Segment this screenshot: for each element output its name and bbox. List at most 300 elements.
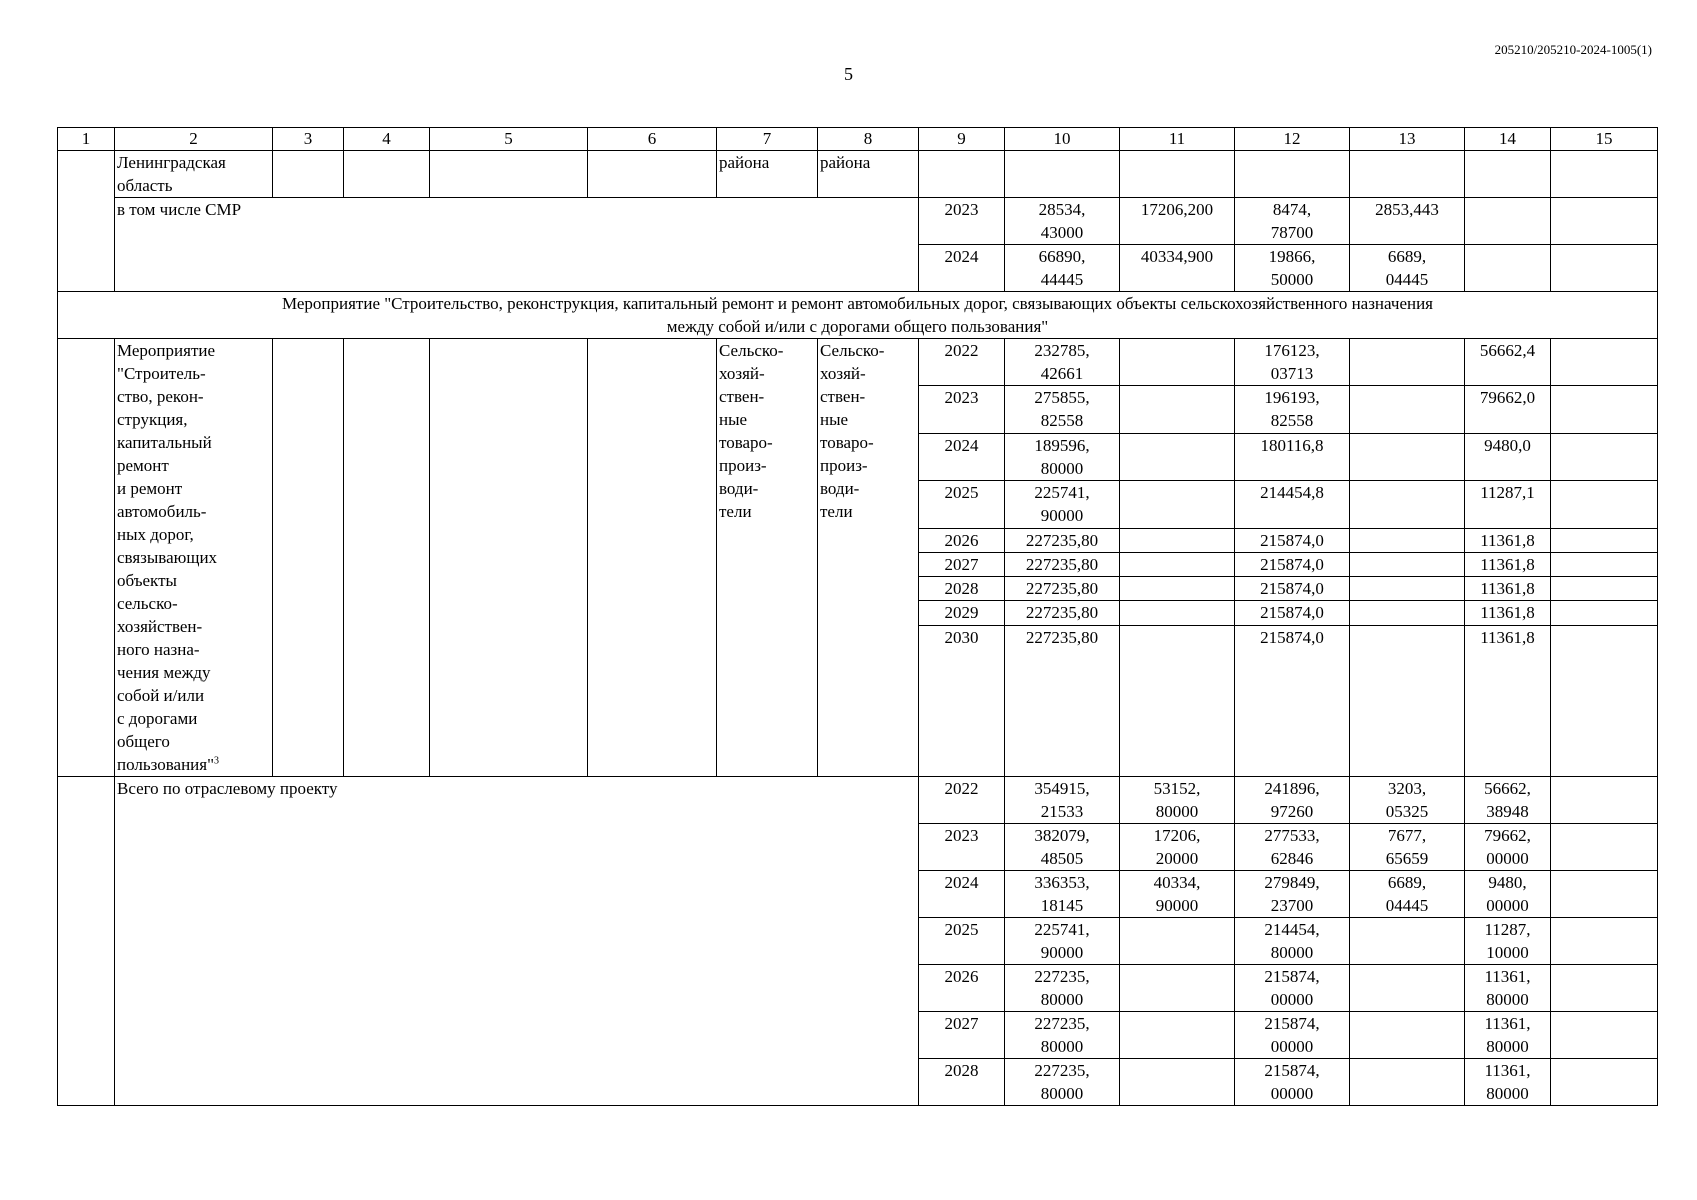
empty-cell bbox=[1551, 386, 1658, 433]
empty-cell bbox=[1551, 198, 1658, 245]
measure-label-text: связывающих bbox=[117, 548, 218, 567]
region-label-line: Ленинградская bbox=[117, 153, 226, 172]
col14-cell bbox=[1465, 577, 1551, 601]
col8-line: хозяй- bbox=[820, 364, 866, 383]
col12-cell-line: 279849, bbox=[1264, 873, 1320, 892]
col14-cell bbox=[1465, 918, 1551, 965]
col12-cell-line: 00000 bbox=[1270, 1084, 1314, 1103]
col10-cell-line: 354915, bbox=[1034, 779, 1090, 798]
column-number: 7 bbox=[717, 128, 818, 151]
col13-cell-line: 65659 bbox=[1385, 849, 1429, 868]
col12-cell-line: 176123, bbox=[1264, 341, 1320, 360]
region-label bbox=[115, 151, 273, 198]
measure-label-line bbox=[117, 431, 270, 454]
column-number-row bbox=[58, 128, 1658, 151]
measure-heading-line: между собой и/или с дорогами общего пользования" bbox=[666, 317, 1049, 336]
measure-label-text: ство, рекон- bbox=[117, 387, 204, 406]
col7-line: води- bbox=[719, 479, 759, 498]
row-number-cell bbox=[58, 777, 115, 1106]
col12-cell bbox=[1235, 577, 1350, 601]
col13-cell-value: 2853,443 bbox=[1375, 200, 1439, 219]
empty-cell bbox=[273, 151, 344, 198]
measure-label-line bbox=[117, 523, 270, 546]
empty-cell bbox=[1120, 386, 1235, 433]
empty-cell bbox=[1551, 625, 1658, 776]
measure-label-text: капитальный bbox=[117, 433, 212, 452]
col12-cell bbox=[1235, 433, 1350, 480]
col14-cell bbox=[1465, 965, 1551, 1012]
col10-cell-line: 225741, bbox=[1034, 483, 1090, 503]
empty-cell bbox=[430, 339, 588, 777]
col13-cell-line: 3203, bbox=[1387, 779, 1427, 798]
col10-cell-line: 66890, bbox=[1038, 247, 1086, 266]
col14-cell bbox=[1465, 552, 1551, 576]
empty-cell bbox=[1551, 824, 1658, 871]
empty-cell bbox=[1551, 339, 1658, 386]
empty-cell bbox=[1465, 245, 1551, 292]
col12-cell bbox=[1235, 601, 1350, 625]
col8-line: ные bbox=[820, 410, 849, 429]
year-cell: 2027 bbox=[919, 552, 1005, 576]
col10-cell-line: 232785, bbox=[1034, 341, 1090, 360]
col10-cell bbox=[1005, 871, 1120, 918]
year-cell: 2026 bbox=[919, 528, 1005, 552]
col10-cell-value: 227235,80 bbox=[1025, 530, 1099, 550]
col12-cell-line: 03713 bbox=[1270, 364, 1314, 383]
col13-cell bbox=[1350, 245, 1465, 292]
empty-cell bbox=[1551, 481, 1658, 528]
column-number: 11 bbox=[1120, 128, 1235, 151]
row-number-cell bbox=[58, 151, 115, 292]
column-number: 9 bbox=[919, 128, 1005, 151]
col12-cell bbox=[1235, 245, 1350, 292]
footnote-mark: 3 bbox=[214, 755, 220, 767]
col10-cell-line: 44445 bbox=[1040, 270, 1084, 289]
col12-cell bbox=[1235, 965, 1350, 1012]
col7-cell: района bbox=[717, 151, 818, 198]
col14-cell-value: 11287,1 bbox=[1480, 483, 1535, 503]
col14-cell-line: 79662, bbox=[1484, 826, 1531, 845]
empty-cell bbox=[1350, 481, 1465, 528]
col7-line: ные bbox=[719, 410, 748, 429]
col14-cell bbox=[1465, 777, 1551, 824]
col14-cell bbox=[1465, 339, 1551, 386]
col14-cell-value: 11361,8 bbox=[1480, 627, 1535, 647]
empty-cell bbox=[1350, 552, 1465, 576]
measure-label-text: ремонт bbox=[117, 456, 169, 475]
col12-cell-line: 50000 bbox=[1270, 270, 1314, 289]
col10-cell bbox=[1005, 339, 1120, 386]
col13-cell bbox=[1350, 824, 1465, 871]
col10-cell bbox=[1005, 552, 1120, 576]
col10-cell-line: 80000 bbox=[1040, 1084, 1084, 1103]
measure-label-text: Мероприятие bbox=[117, 341, 216, 360]
year-cell: 2023 bbox=[919, 824, 1005, 871]
empty-cell bbox=[344, 339, 430, 777]
col12-cell bbox=[1235, 625, 1350, 776]
table-row bbox=[58, 339, 1658, 386]
year-cell: 2023 bbox=[919, 386, 1005, 433]
col12-cell bbox=[1235, 528, 1350, 552]
col14-cell-value: 11361,8 bbox=[1480, 530, 1535, 550]
col8-line: ствен- bbox=[820, 387, 866, 406]
empty-cell bbox=[1551, 1012, 1658, 1059]
col10-cell bbox=[1005, 577, 1120, 601]
year-cell: 2022 bbox=[919, 339, 1005, 386]
col10-cell bbox=[1005, 625, 1120, 776]
empty-cell bbox=[1551, 918, 1658, 965]
col14-cell bbox=[1465, 1059, 1551, 1106]
col10-cell bbox=[1005, 245, 1120, 292]
empty-cell bbox=[1350, 433, 1465, 480]
smr-label: в том числе СМР bbox=[115, 198, 919, 292]
col14-cell bbox=[1465, 824, 1551, 871]
col13-cell-line: 04445 bbox=[1385, 270, 1429, 289]
year-cell: 2024 bbox=[919, 433, 1005, 480]
budget-table bbox=[57, 127, 1658, 1106]
col11-cell bbox=[1120, 871, 1235, 918]
col10-cell-line: 80000 bbox=[1040, 1037, 1084, 1056]
table-row bbox=[58, 777, 1658, 824]
section-heading-row bbox=[58, 292, 1658, 339]
col14-cell-line: 80000 bbox=[1486, 1084, 1529, 1103]
col10-cell-line: 48505 bbox=[1040, 849, 1084, 868]
empty-cell bbox=[1120, 151, 1235, 198]
empty-cell bbox=[1120, 433, 1235, 480]
measure-label-text: автомобиль- bbox=[117, 502, 207, 521]
col13-cell-line: 04445 bbox=[1385, 896, 1429, 915]
empty-cell bbox=[1551, 528, 1658, 552]
col12-cell-line: 23700 bbox=[1270, 896, 1314, 915]
col12-cell-line: 214454, bbox=[1264, 920, 1320, 939]
col13-cell bbox=[1350, 965, 1465, 1012]
col10-cell-line: 225741, bbox=[1034, 920, 1090, 939]
total-label: Всего по отраслевому проекту bbox=[115, 777, 919, 1106]
col12-cell-line: 215874, bbox=[1264, 1061, 1320, 1080]
col14-cell bbox=[1465, 871, 1551, 918]
col10-cell-value: 227235,80 bbox=[1025, 554, 1099, 574]
empty-cell bbox=[430, 151, 588, 198]
col14-cell bbox=[1465, 481, 1551, 528]
col14-cell-value: 11361,8 bbox=[1480, 579, 1535, 599]
measure-label-line bbox=[117, 592, 270, 615]
col12-cell bbox=[1235, 1059, 1350, 1106]
measure-label-line bbox=[117, 661, 270, 684]
col10-cell-line: 43000 bbox=[1040, 223, 1084, 242]
measure-label-line bbox=[117, 454, 270, 477]
col14-cell bbox=[1465, 433, 1551, 480]
col12-cell-line: 78700 bbox=[1270, 223, 1314, 242]
col13-cell-line: 6689, bbox=[1387, 247, 1427, 266]
empty-cell bbox=[273, 339, 344, 777]
measure-heading-line: Мероприятие "Строительство, реконструкция, капитальный ремонт и ремонт автомобильных дорог, связывающих объекты сельскохозяйственного назначения bbox=[281, 294, 1434, 313]
col12-cell bbox=[1235, 552, 1350, 576]
col10-cell-line: 18145 bbox=[1040, 896, 1084, 915]
empty-cell bbox=[1350, 386, 1465, 433]
col7-line: Сельско- bbox=[719, 341, 784, 360]
col12-cell-value: 215874,0 bbox=[1260, 554, 1324, 574]
col10-cell bbox=[1005, 918, 1120, 965]
col14-cell-value: 79662,0 bbox=[1479, 388, 1536, 408]
col8-line: Сельско- bbox=[820, 341, 885, 360]
col14-cell-line: 80000 bbox=[1486, 1037, 1529, 1056]
measure-label-line bbox=[117, 500, 270, 523]
col8-line: произ- bbox=[820, 456, 868, 475]
column-number: 12 bbox=[1235, 128, 1350, 151]
empty-cell bbox=[1120, 552, 1235, 576]
empty-cell bbox=[1120, 481, 1235, 528]
column-number: 8 bbox=[818, 128, 919, 151]
col14-cell-line: 11287, bbox=[1484, 920, 1531, 939]
col10-cell-value: 227235,80 bbox=[1025, 603, 1099, 623]
col10-cell-line: 82558 bbox=[1040, 411, 1084, 431]
empty-cell bbox=[1551, 601, 1658, 625]
year-cell: 2028 bbox=[919, 577, 1005, 601]
col10-cell-value: 227235,80 bbox=[1025, 627, 1099, 647]
col10-cell bbox=[1005, 1059, 1120, 1106]
year-cell: 2023 bbox=[919, 198, 1005, 245]
table-row bbox=[58, 198, 1658, 245]
col10-cell-line: 227235, bbox=[1034, 1014, 1090, 1033]
measure-label-text: с дорогами bbox=[117, 709, 198, 728]
year-cell: 2030 bbox=[919, 625, 1005, 776]
col11-cell bbox=[1120, 245, 1235, 292]
col10-cell bbox=[1005, 601, 1120, 625]
measure-label-text: сельско- bbox=[117, 594, 178, 613]
col12-cell-line: 82558 bbox=[1270, 411, 1314, 431]
col8-line: води- bbox=[820, 479, 860, 498]
column-number: 6 bbox=[588, 128, 717, 151]
year-cell: 2027 bbox=[919, 1012, 1005, 1059]
col10-cell-line: 21533 bbox=[1040, 802, 1084, 821]
year-cell: 2022 bbox=[919, 777, 1005, 824]
col10-cell-line: 80000 bbox=[1040, 458, 1084, 478]
empty-cell bbox=[1350, 625, 1465, 776]
year-cell: 2025 bbox=[919, 481, 1005, 528]
col14-cell-line: 38948 bbox=[1486, 802, 1529, 821]
col13-cell-line: 05325 bbox=[1385, 802, 1429, 821]
col10-cell-line: 189596, bbox=[1034, 435, 1090, 455]
col12-cell-value: 214454,8 bbox=[1260, 483, 1324, 503]
col12-cell bbox=[1235, 386, 1350, 433]
col12-cell bbox=[1235, 918, 1350, 965]
empty-cell bbox=[1350, 528, 1465, 552]
empty-cell bbox=[1551, 577, 1658, 601]
col10-cell-line: 42661 bbox=[1040, 364, 1084, 383]
column-number: 3 bbox=[273, 128, 344, 151]
measure-label-text: чения между bbox=[117, 663, 211, 682]
col12-cell-line: 00000 bbox=[1270, 1037, 1314, 1056]
measure-label-line bbox=[117, 408, 270, 431]
col12-cell-value: 215874,0 bbox=[1260, 603, 1324, 623]
col11-cell-line: 53152, bbox=[1153, 779, 1201, 798]
measure-label-text: собой и/или bbox=[117, 686, 205, 705]
col12-cell-line: 215874, bbox=[1264, 1014, 1320, 1033]
empty-cell bbox=[344, 151, 430, 198]
measure-label-line bbox=[117, 753, 270, 776]
col11-cell bbox=[1120, 918, 1235, 965]
col12-cell-line: 277533, bbox=[1264, 826, 1320, 845]
measure-label-line bbox=[117, 546, 270, 569]
col10-cell-line: 382079, bbox=[1034, 826, 1090, 845]
col13-cell bbox=[1350, 918, 1465, 965]
col14-cell bbox=[1465, 601, 1551, 625]
col12-cell-line: 19866, bbox=[1268, 247, 1316, 266]
empty-cell bbox=[1350, 151, 1465, 198]
empty-cell bbox=[1551, 433, 1658, 480]
col10-cell-line: 336353, bbox=[1034, 873, 1090, 892]
col12-cell bbox=[1235, 777, 1350, 824]
column-number: 13 bbox=[1350, 128, 1465, 151]
col11-cell-value: 17206,200 bbox=[1140, 200, 1214, 219]
row-number-cell bbox=[58, 339, 115, 777]
column-number: 4 bbox=[344, 128, 430, 151]
col12-cell bbox=[1235, 824, 1350, 871]
col14-cell bbox=[1465, 386, 1551, 433]
col11-cell-line: 17206, bbox=[1153, 826, 1201, 845]
col7-line: товаро- bbox=[719, 433, 773, 452]
empty-cell bbox=[1465, 151, 1551, 198]
col14-cell-line: 80000 bbox=[1486, 990, 1529, 1009]
col12-cell-value: 215874,0 bbox=[1260, 530, 1324, 550]
measure-label-line bbox=[117, 730, 270, 753]
empty-cell bbox=[1551, 777, 1658, 824]
col10-cell bbox=[1005, 433, 1120, 480]
col12-cell-line: 62846 bbox=[1270, 849, 1314, 868]
col10-cell-value: 227235,80 bbox=[1025, 579, 1099, 599]
measure-label-line bbox=[117, 638, 270, 661]
col8-cell: района bbox=[818, 151, 919, 198]
year-cell: 2029 bbox=[919, 601, 1005, 625]
col10-cell bbox=[1005, 824, 1120, 871]
col10-cell bbox=[1005, 528, 1120, 552]
col14-cell bbox=[1465, 528, 1551, 552]
empty-cell bbox=[1120, 601, 1235, 625]
col14-cell-line: 9480, bbox=[1488, 873, 1527, 892]
col11-cell-line: 90000 bbox=[1155, 896, 1199, 915]
col14-cell-line: 11361, bbox=[1484, 967, 1531, 986]
measure-label-text: струкция, bbox=[117, 410, 188, 429]
measure-label-line bbox=[117, 362, 270, 385]
col14-cell-line: 56662, bbox=[1484, 779, 1531, 798]
measure-label-text: и ремонт bbox=[117, 479, 183, 498]
col11-cell-line: 40334, bbox=[1153, 873, 1201, 892]
measure-label-text: ного назна- bbox=[117, 640, 200, 659]
measure-label-line bbox=[117, 385, 270, 408]
empty-cell bbox=[1551, 552, 1658, 576]
year-cell: 2026 bbox=[919, 965, 1005, 1012]
col10-cell-line: 227235, bbox=[1034, 1061, 1090, 1080]
col10-cell bbox=[1005, 198, 1120, 245]
empty-cell bbox=[1551, 151, 1658, 198]
year-cell: 2024 bbox=[919, 871, 1005, 918]
col10-cell bbox=[1005, 965, 1120, 1012]
measure-heading bbox=[58, 292, 1658, 339]
col11-cell bbox=[1120, 1012, 1235, 1059]
col11-cell-line: 80000 bbox=[1155, 802, 1199, 821]
column-number: 1 bbox=[58, 128, 115, 151]
measure-label-text: пользования" bbox=[117, 755, 215, 774]
empty-cell bbox=[1350, 339, 1465, 386]
col12-cell bbox=[1235, 339, 1350, 386]
col10-cell-line: 275855, bbox=[1034, 388, 1090, 408]
year-cell: 2025 bbox=[919, 918, 1005, 965]
col13-cell-line: 7677, bbox=[1387, 826, 1427, 845]
col12-cell bbox=[1235, 198, 1350, 245]
col12-cell-line: 241896, bbox=[1264, 779, 1320, 798]
col14-cell bbox=[1465, 1012, 1551, 1059]
measure-label-text: хозяйствен- bbox=[117, 617, 203, 636]
col10-cell bbox=[1005, 1012, 1120, 1059]
col14-cell-line: 11361, bbox=[1484, 1014, 1531, 1033]
col14-cell-value: 9480,0 bbox=[1484, 435, 1531, 455]
measure-label bbox=[115, 339, 273, 777]
empty-cell bbox=[1005, 151, 1120, 198]
col13-cell bbox=[1350, 777, 1465, 824]
empty-cell bbox=[1120, 625, 1235, 776]
col10-cell-line: 90000 bbox=[1040, 506, 1084, 526]
col12-cell bbox=[1235, 871, 1350, 918]
col11-cell-line: 20000 bbox=[1155, 849, 1199, 868]
col13-cell bbox=[1350, 871, 1465, 918]
measure-label-text: объекты bbox=[117, 571, 177, 590]
measure-label-line bbox=[117, 569, 270, 592]
col12-cell-value: 215874,0 bbox=[1260, 627, 1324, 647]
col13-cell-line: 6689, bbox=[1387, 873, 1427, 892]
col8-line: товаро- bbox=[820, 433, 874, 452]
col14-cell-value: 56662,4 bbox=[1479, 341, 1536, 360]
measure-label-text: "Строитель- bbox=[117, 364, 206, 383]
col12-cell-value: 180116,8 bbox=[1260, 435, 1324, 455]
year-cell: 2028 bbox=[919, 1059, 1005, 1106]
col14-cell-line: 00000 bbox=[1486, 849, 1529, 868]
empty-cell bbox=[1120, 577, 1235, 601]
col10-cell-line: 28534, bbox=[1038, 200, 1086, 219]
col11-cell bbox=[1120, 777, 1235, 824]
col7-cell bbox=[717, 339, 818, 777]
empty-cell bbox=[1551, 245, 1658, 292]
col13-cell bbox=[1350, 1012, 1465, 1059]
table-row bbox=[58, 151, 1658, 198]
column-number: 2 bbox=[115, 128, 273, 151]
measure-label-line bbox=[117, 707, 270, 730]
col7-line: ствен- bbox=[719, 387, 765, 406]
column-number: 15 bbox=[1551, 128, 1658, 151]
measure-label-line bbox=[117, 339, 270, 362]
col11-cell bbox=[1120, 198, 1235, 245]
col10-cell bbox=[1005, 386, 1120, 433]
empty-cell bbox=[1551, 1059, 1658, 1106]
empty-cell bbox=[1551, 871, 1658, 918]
col8-cell bbox=[818, 339, 919, 777]
col10-cell-line: 90000 bbox=[1040, 943, 1084, 962]
empty-cell bbox=[1465, 198, 1551, 245]
col11-cell bbox=[1120, 824, 1235, 871]
col14-cell-line: 10000 bbox=[1486, 943, 1529, 962]
col8-line: тели bbox=[820, 502, 853, 521]
col14-cell bbox=[1465, 625, 1551, 776]
document-id: 205210/205210-2024-1005(1) bbox=[1494, 42, 1652, 57]
col10-cell bbox=[1005, 481, 1120, 528]
col12-cell bbox=[1235, 481, 1350, 528]
page-number: 5 bbox=[844, 64, 853, 84]
empty-cell bbox=[1120, 528, 1235, 552]
col14-cell-value: 11361,8 bbox=[1480, 554, 1535, 574]
col10-cell-line: 80000 bbox=[1040, 990, 1084, 1009]
col13-cell bbox=[1350, 1059, 1465, 1106]
empty-cell bbox=[1350, 601, 1465, 625]
column-number: 5 bbox=[430, 128, 588, 151]
